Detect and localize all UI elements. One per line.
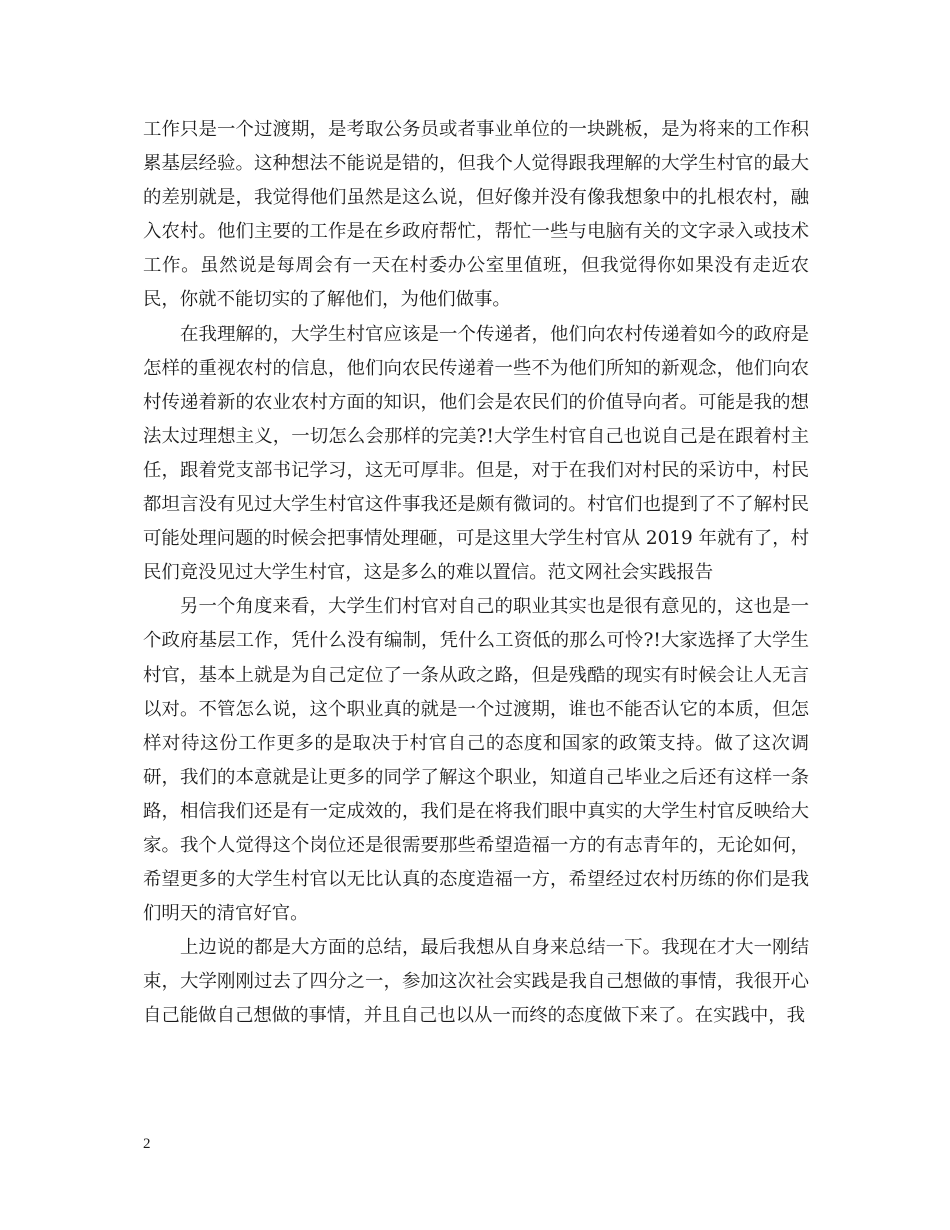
paragraph-2: 在我理解的，大学生村官应该是一个传递者，他们向农村传递着如今的政府是怎样的重视农村的信息，他们向农民传递着一些不为他们所知的新观念，他们向农村传递着新的农业农村方面的知识，他们会是农民们的价值导向者。可能是我的想法太过理想主义，一切怎么会那样的完美?!大学生村官自己也说自己是在跟着村主任，跟着党支部书记学习，这无可厚非。但是，对于在我们对村民的采访中，村民都坦言没有见过大学生村官这件事我还是颇有微词的。村官们也提到了不了解村民可能处理问题的时候会把事情处理砸，可是这里大学生村官从 2019 年就有了，村民们竟没见过大学生村官，这是多么的难以置信。范文网社会实践报告 <box>143 323 809 584</box>
paragraph-1: 工作只是一个过渡期，是考取公务员或者事业单位的一块跳板，是为将来的工作积累基层经验。这种想法不能说是错的，但我个人觉得跟我理解的大学生村官的最大的差别就是，我觉得他们虽然是这么说，但好像并没有像我想象中的扎根农村，融入农村。他们主要的工作是在乡政府帮忙，帮忙一些与电脑有关的文字录入或技术工作。虽然说是每周会有一天在村委办公室里值班，但我觉得你如果没有走近农民，你就不能切实的了解他们，为他们做事。 <box>143 119 809 311</box>
paragraph-3: 另一个角度来看，大学生们村官对自己的职业其实也是很有意见的，这也是一个政府基层工作，凭什么没有编制，凭什么工资低的那么可怜?!大家选择了大学生村官，基本上就是为自己定位了一条从政之路，但是残酷的现实有时候会让人无言以对。不管怎么说，这个职业真的就是一个过渡期，谁也不能否认它的本质，但怎样对待这份工作更多的是取决于村官自己的态度和国家的政策支持。做了这次调研，我们的本意就是让更多的同学了解这个职业，知道自己毕业之后还有这样一条路，相信我们还是有一定成效的，我们是在将我们眼中真实的大学生村官反映给大家。我个人觉得这个岗位还是很需要那些希望造福一方的有志青年的，无论如何，希望更多的大学生村官以无比认真的态度造福一方，希望经过农村历练的你们是我们明天的清官好官。 <box>143 596 809 925</box>
body-text <box>143 113 809 1034</box>
paragraph-4: 上边说的都是大方面的总结，最后我想从自身来总结一下。我现在才大一刚结束，大学刚刚过去了四分之一，参加这次社会实践是我自己想做的事情，我很开心自己能做自己想做的事情，并且自己也以从一而终的态度做下来了。在实践中，我 <box>143 937 809 1027</box>
page-number: 2 <box>143 1136 151 1152</box>
